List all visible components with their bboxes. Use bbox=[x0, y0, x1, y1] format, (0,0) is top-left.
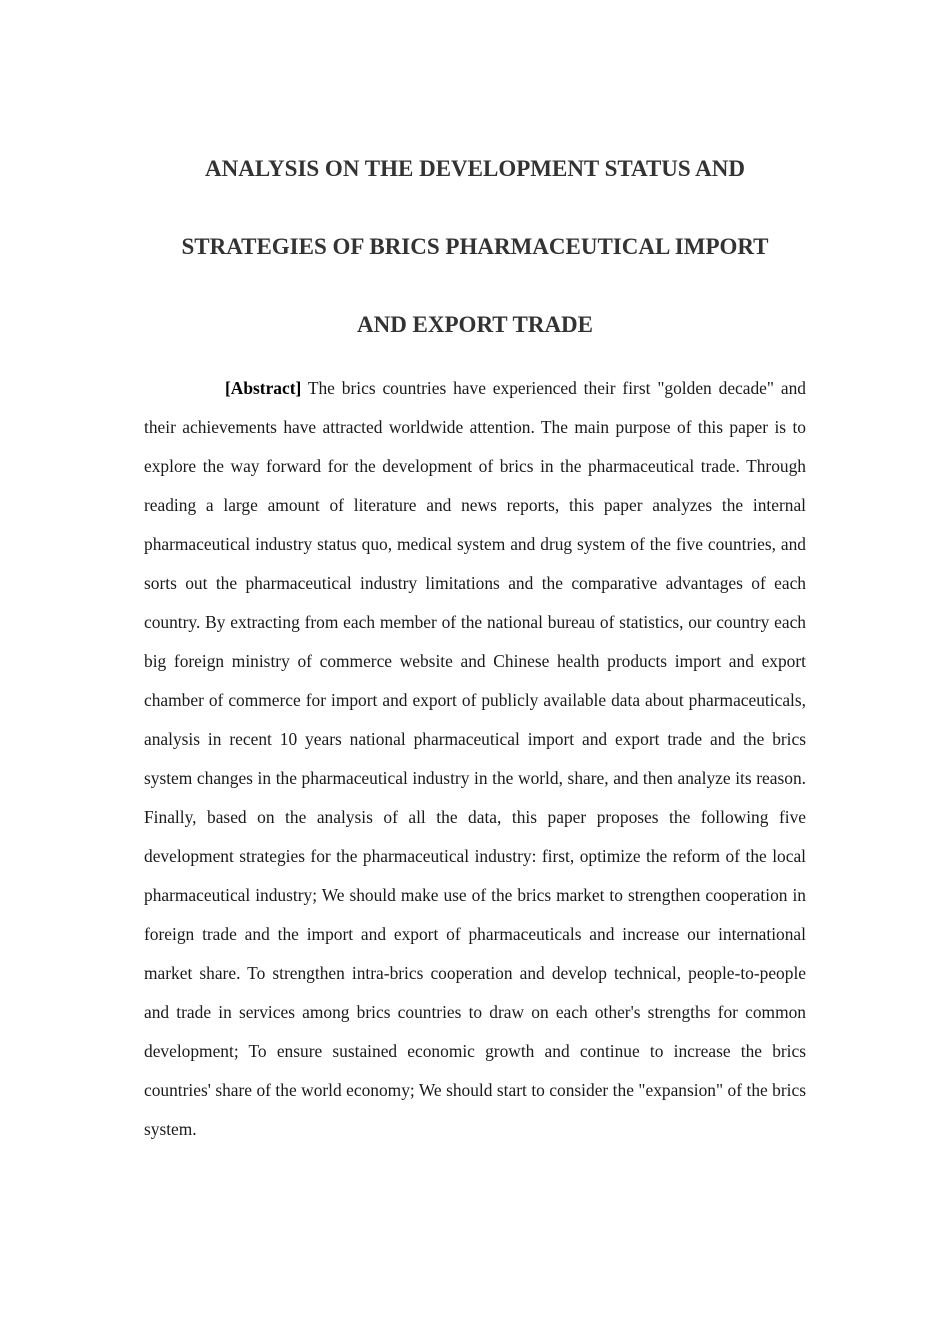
title-line-1: ANALYSIS ON THE DEVELOPMENT STATUS AND bbox=[204, 156, 745, 181]
abstract-text: The brics countries have experienced their first "golden decade" and their achievements have attracted worldwide attention. The main purpose of this paper is to explore the way forward for the development of brics in the pharmaceutical trade. Through reading a large amount of literature and news reports, this paper analyzes the internal pharmaceutical industry status quo, medical system and drug system of the five countries, and sorts out the pharmaceutical industry limitations and the comparative advantages of each country. By extracting from each member of the national bureau of statistics, our country each big foreign ministry of commerce website and Chinese health products import and export chamber of commerce for import and export of publicly available data about pharmaceuticals, analysis in recent 10 years national pharmaceutical import and export trade and the brics system changes in the pharmaceutical industry in the world, share, and then analyze its reason. Finally, based on the analysis of all the data, this paper proposes the following five development strategies for the pharmaceutical industry: first, optimize the reform of the local pharmaceutical industry; We should make use of the brics market to strengthen cooperation in foreign trade and the import and export of pharmaceuticals and increase our international market share. To strengthen intra-brics cooperation and develop technical, people-to-people and trade in services among brics countries to draw on each other's strengths for common development; To ensure sustained economic growth and continue to increase the brics countries' share of the world economy; We should start to consider the "expansion" of the brics system. bbox=[144, 378, 806, 1139]
abstract-label: [Abstract] bbox=[225, 378, 302, 398]
paper-title bbox=[0, 130, 950, 364]
abstract-paragraph bbox=[144, 369, 806, 1149]
title-line-2: STRATEGIES OF BRICS PHARMACEUTICAL IMPORT bbox=[181, 234, 769, 259]
title-line-3: AND EXPORT TRADE bbox=[356, 312, 594, 337]
